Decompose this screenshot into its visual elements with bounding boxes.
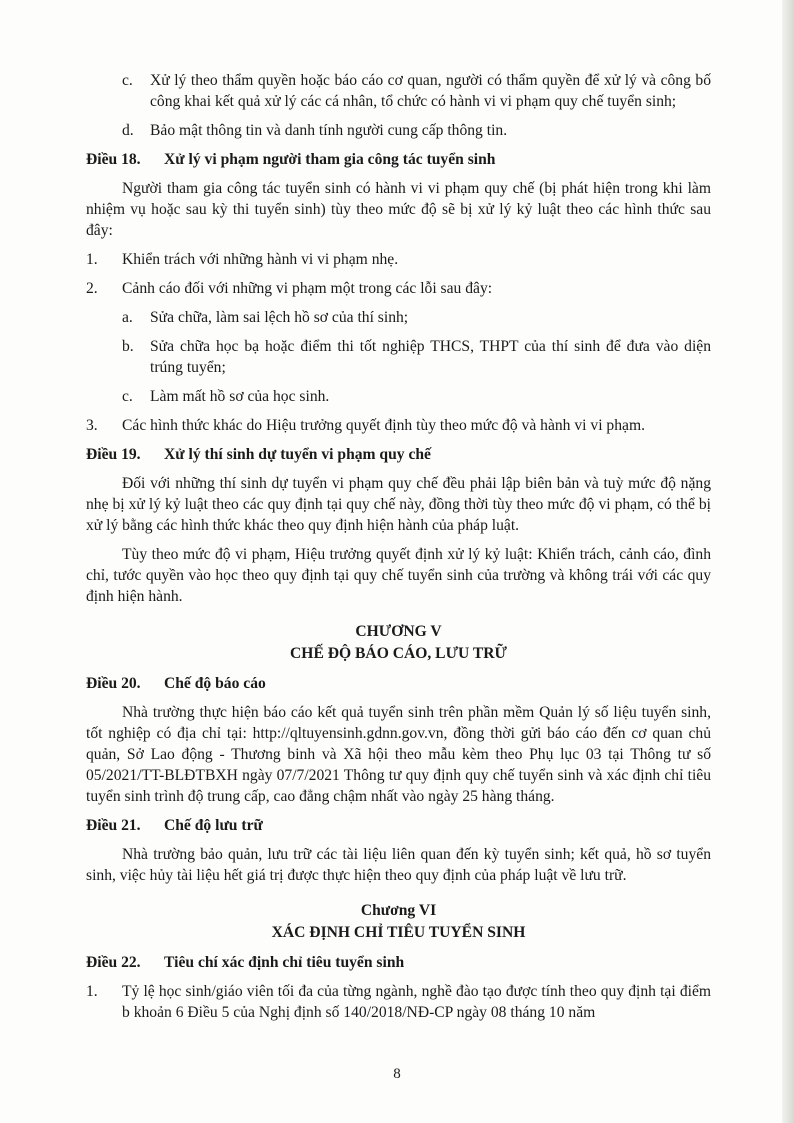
article-heading-22: [86, 952, 711, 973]
article-title: Xử lý vi phạm người tham gia công tác tuyển sinh: [164, 151, 496, 168]
list-item-text: Xử lý theo thẩm quyền hoặc báo cáo cơ quan, người có thẩm quyền để xử lý và công bố công khai kết quả xử lý các cá nhân, tổ chức có hành vi vi phạm quy chế tuyển sinh;: [150, 72, 711, 110]
list-item-text: Làm mất hồ sơ của học sinh.: [150, 388, 330, 405]
list-item: [86, 415, 711, 436]
document-body: [86, 70, 711, 1031]
list-item-text: Các hình thức khác do Hiệu trưởng quyết định tùy theo mức độ và hành vi vi phạm.: [122, 417, 645, 434]
paragraph: Nhà trường thực hiện báo cáo kết quả tuyển sinh trên phần mềm Quản lý số liệu tuyển sinh, tốt nghiệp có địa chỉ tại: http://qltuyensinh.gdnn.gov.vn, đồng thời gửi báo cáo đến cơ quan chủ quản, Sở Lao động - Thương binh và Xã hội theo mẫu kèm theo Phụ lục 03 tại Thông tư số 05/2021/TT-BLĐTBXH ngày 07/7/2021 Thông tư quy định quy chế tuyển sinh và xác định chỉ tiêu tuyển sinh trình độ trung cấp, cao đẳng chậm nhất vào ngày 25 hàng tháng.: [86, 704, 711, 805]
list-item-text: Sửa chữa, làm sai lệch hồ sơ của thí sinh;: [150, 309, 409, 326]
paragraph: Nhà trường bảo quản, lưu trữ các tài liệu liên quan đến kỳ tuyển sinh; kết quả, hồ sơ tuyển sinh, việc hủy tài liệu hết giá trị được thực hiện theo quy định của pháp luật về lưu trữ.: [86, 846, 711, 884]
article-number: Điều 20.: [86, 675, 141, 692]
sub-list-item: [86, 336, 711, 378]
paragraph: Đối với những thí sinh dự tuyển vi phạm quy chế đều phải lập biên bản và tuỳ mức độ nặng nhẹ bị xử lý kỷ luật theo các quy định tại quy chế này, đồng thời tùy theo mức độ vi phạm, có thể bị xử lý bằng các hình thức khác theo quy định hiện hành của pháp luật.: [86, 475, 711, 534]
article-heading-21: [86, 815, 711, 836]
list-item-text: Tỷ lệ học sinh/giáo viên tối đa của từng ngành, nghề đào tạo được tính theo quy định tại điểm b khoản 6 Điều 5 của Nghị định số 140/2018/NĐ-CP ngày 08 tháng 10 năm: [122, 983, 711, 1021]
chapter-heading-6: [86, 900, 711, 944]
sub-list-item: [86, 307, 711, 328]
article-number: Điều 19.: [86, 446, 141, 463]
chapter-title: CHẾ ĐỘ BÁO CÁO, LƯU TRỮ: [290, 645, 507, 662]
list-item: [86, 120, 711, 141]
list-item-text: Khiển trách với những hành vi vi phạm nhẹ.: [122, 251, 399, 268]
chapter-title: XÁC ĐỊNH CHỈ TIÊU TUYỂN SINH: [271, 924, 526, 941]
chapter-heading-5: [86, 621, 711, 665]
list-item-label: 1.: [86, 983, 98, 1000]
article-number: Điều 21.: [86, 817, 141, 834]
article-number: Điều 22.: [86, 954, 141, 971]
list-item: [86, 981, 711, 1023]
list-item-label: 1.: [86, 251, 98, 268]
list-item-text: Bảo mật thông tin và danh tính người cung cấp thông tin.: [150, 122, 508, 139]
page-edge-shadow: [782, 0, 794, 1123]
paragraph: Tùy theo mức độ vi phạm, Hiệu trưởng quyết định xử lý kỷ luật: Khiển trách, cảnh cáo, đình chỉ, tước quyền vào học theo quy định tại quy chế tuyển sinh của trường và không trái với các quy định hiện hành.: [86, 546, 711, 605]
chapter-number: CHƯƠNG V: [355, 623, 442, 640]
list-item-label: c.: [122, 72, 133, 89]
article-title: Chế độ lưu trữ: [164, 817, 263, 834]
list-item-label: 3.: [86, 417, 98, 434]
list-item: [86, 70, 711, 112]
chapter-number: Chương VI: [360, 902, 437, 919]
list-item-label: a.: [122, 309, 133, 326]
article-title: Xử lý thí sinh dự tuyển vi phạm quy chế: [164, 446, 431, 463]
sub-list-item: [86, 386, 711, 407]
article-title: Tiêu chí xác định chỉ tiêu tuyển sinh: [164, 954, 405, 971]
list-item-label: b.: [122, 338, 134, 355]
list-item-label: d.: [122, 122, 134, 139]
list-item-text: Sửa chữa học bạ hoặc điểm thi tốt nghiệp THCS, THPT của thí sinh để đưa vào diện trúng tuyển;: [150, 338, 711, 376]
list-item-label: c.: [122, 388, 133, 405]
page-number: 8: [393, 1066, 401, 1082]
list-item-label: 2.: [86, 280, 98, 297]
article-number: Điều 18.: [86, 151, 141, 168]
list-item: [86, 278, 711, 299]
article-heading-19: [86, 444, 711, 465]
list-item: [86, 249, 711, 270]
article-title: Chế độ báo cáo: [164, 675, 266, 692]
list-item-text: Cảnh cáo đối với những vi phạm một trong các lỗi sau đây:: [122, 280, 493, 297]
paragraph: Người tham gia công tác tuyển sinh có hành vi vi phạm quy chế (bị phát hiện trong khi làm nhiệm vụ hoặc sau kỳ thi tuyển sinh) tùy theo mức độ sẽ bị xử lý kỷ luật theo các hình thức sau đây:: [86, 180, 711, 239]
article-heading-20: [86, 673, 711, 694]
article-heading-18: [86, 149, 711, 170]
